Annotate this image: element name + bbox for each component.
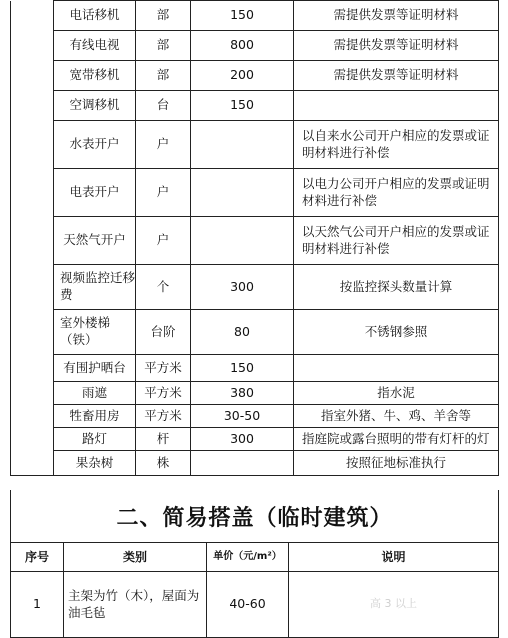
item-unit: 户	[136, 217, 191, 265]
item-unit: 株	[136, 451, 191, 476]
item-name: 天然气开户	[54, 217, 136, 265]
item-price: 800	[191, 31, 294, 61]
item-name: 电表开户	[54, 169, 136, 217]
item-name: 宽带移机	[54, 61, 136, 91]
item-price: 380	[191, 382, 294, 405]
item-name: 有围护晒台	[54, 355, 136, 382]
item-note: 以自来水公司开户相应的发票或证明材料进行补偿	[294, 121, 499, 169]
table-row	[11, 61, 499, 91]
item-name: 果杂树	[54, 451, 136, 476]
row-price: 40-60	[207, 572, 289, 638]
table-row	[11, 1, 499, 31]
item-price: 80	[191, 310, 294, 355]
item-note: 以电力公司开户相应的发票或证明材料进行补偿	[294, 169, 499, 217]
row-category: 主架为竹（木），屋面为油毛毡	[64, 572, 207, 638]
header-category: 类别	[64, 543, 207, 572]
table-row	[11, 217, 499, 265]
table-row	[11, 169, 499, 217]
table-row	[11, 405, 499, 428]
item-note	[294, 355, 499, 382]
item-name: 路灯	[54, 428, 136, 451]
item-price: 150	[191, 1, 294, 31]
section-heading: 二、简易搭盖（临时建筑）	[10, 490, 499, 542]
item-note: 需提供发票等证明材料	[294, 61, 499, 91]
item-unit: 平方米	[136, 382, 191, 405]
item-unit: 部	[136, 61, 191, 91]
item-name: 室外楼梯（铁）	[54, 310, 136, 355]
header-row	[11, 543, 499, 572]
item-note: 以天然气公司开户相应的发票或证明材料进行补偿	[294, 217, 499, 265]
item-price	[191, 217, 294, 265]
item-note: 不锈钢参照	[294, 310, 499, 355]
compensation-table	[10, 0, 499, 476]
item-price: 300	[191, 265, 294, 310]
item-name: 空调移机	[54, 91, 136, 121]
item-note: 指庭院或露台照明的带有灯杆的灯	[294, 428, 499, 451]
item-note: 按监控探头数量计算	[294, 265, 499, 310]
item-note: 按照征地标准执行	[294, 451, 499, 476]
item-name: 雨遮	[54, 382, 136, 405]
item-price	[191, 169, 294, 217]
item-unit: 户	[136, 169, 191, 217]
item-note: 指室外猪、牛、鸡、羊舍等	[294, 405, 499, 428]
item-unit: 台	[136, 91, 191, 121]
header-index: 序号	[11, 543, 64, 572]
item-unit: 平方米	[136, 405, 191, 428]
table-row	[11, 31, 499, 61]
empty-column-cell	[11, 1, 54, 476]
item-price: 150	[191, 91, 294, 121]
table-row	[11, 382, 499, 405]
item-note: 需提供发票等证明材料	[294, 31, 499, 61]
item-unit: 杆	[136, 428, 191, 451]
item-unit: 平方米	[136, 355, 191, 382]
item-name: 电话移机	[54, 1, 136, 31]
table-row	[11, 91, 499, 121]
item-price: 30-50	[191, 405, 294, 428]
table-row	[11, 355, 499, 382]
table-row	[11, 265, 499, 310]
item-unit: 部	[136, 1, 191, 31]
header-note: 说明	[289, 543, 499, 572]
item-unit: 台阶	[136, 310, 191, 355]
item-price	[191, 451, 294, 476]
item-note	[294, 91, 499, 121]
item-price: 300	[191, 428, 294, 451]
item-name: 视频监控迁移费	[54, 265, 136, 310]
item-price	[191, 121, 294, 169]
item-note: 指水泥	[294, 382, 499, 405]
item-unit: 部	[136, 31, 191, 61]
table-row	[11, 451, 499, 476]
header-price: 单价（元/m²）	[207, 543, 289, 572]
table-row	[11, 428, 499, 451]
table-row	[11, 310, 499, 355]
item-note: 需提供发票等证明材料	[294, 1, 499, 31]
item-name: 牲畜用房	[54, 405, 136, 428]
item-price: 150	[191, 355, 294, 382]
item-name: 水表开户	[54, 121, 136, 169]
item-unit: 个	[136, 265, 191, 310]
item-price: 200	[191, 61, 294, 91]
temporary-building-table	[10, 542, 499, 638]
row-index: 1	[11, 572, 64, 638]
table-row	[11, 572, 499, 638]
item-unit: 户	[136, 121, 191, 169]
row-note: 高 3 以上	[289, 572, 499, 638]
table-row	[11, 121, 499, 169]
item-name: 有线电视	[54, 31, 136, 61]
